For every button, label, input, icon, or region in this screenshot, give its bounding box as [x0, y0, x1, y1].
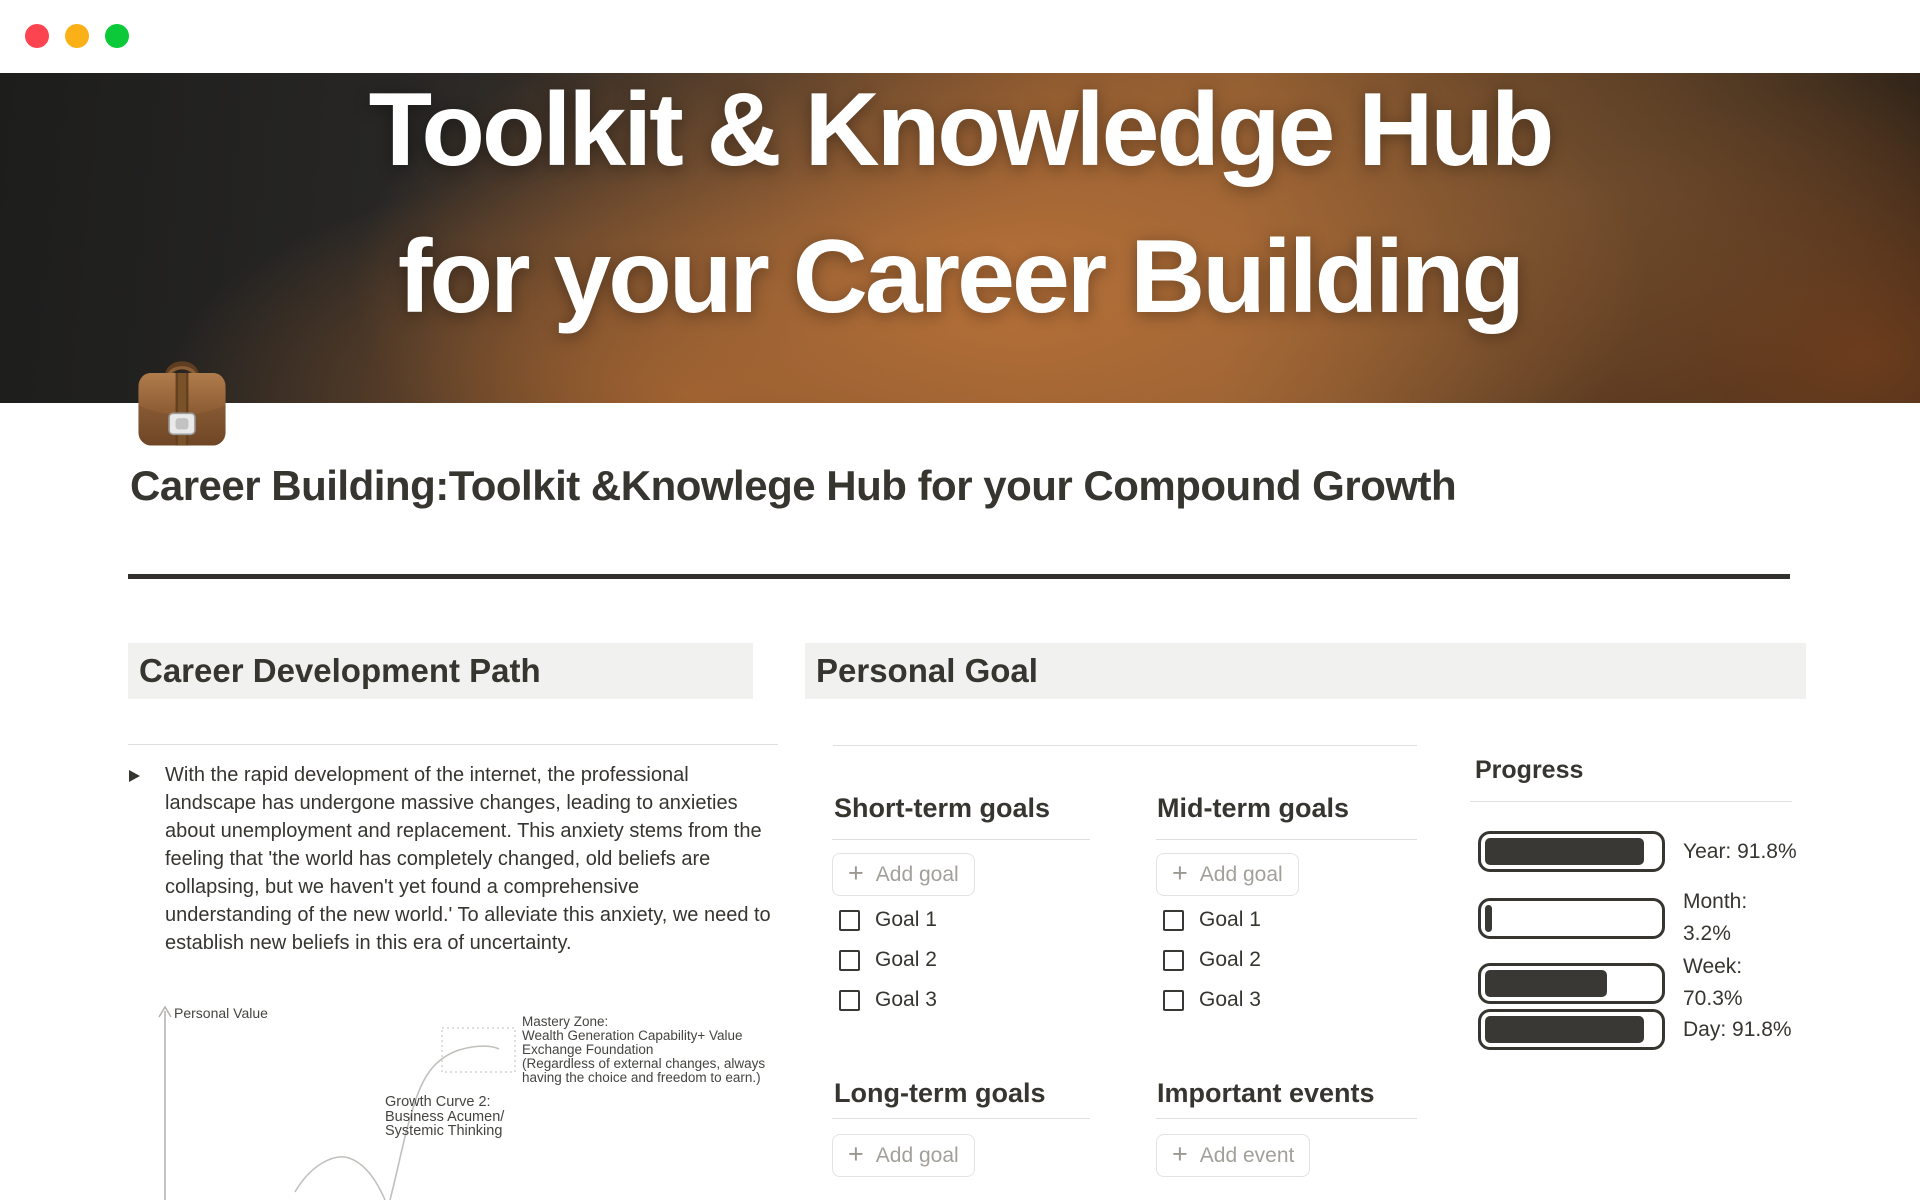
add-event-button[interactable]: + Add event — [1156, 1134, 1310, 1177]
progress-fill — [1485, 1016, 1644, 1043]
checkbox-icon[interactable] — [1163, 910, 1184, 931]
toggle-arrow-icon[interactable] — [129, 770, 140, 782]
career-path-header — [128, 643, 753, 699]
progress-row-month — [1478, 886, 1747, 950]
plus-icon: + — [848, 1138, 864, 1169]
progress-fill — [1485, 970, 1607, 997]
svg-text:(Regardless of external change: (Regardless of external changes, always — [522, 1056, 766, 1071]
todo-row: Goal 2 — [1163, 948, 1261, 972]
plus-icon: + — [1172, 857, 1188, 888]
page-title: Career Building:Toolkit &Knowlege Hub for your Compound Growth — [130, 462, 1457, 509]
plus-icon: + — [848, 857, 864, 888]
mid-term-heading: Mid-term goals — [1157, 793, 1350, 823]
goals-top-divider — [833, 745, 1417, 746]
long-term-heading: Long-term goals — [834, 1078, 1046, 1108]
svg-text:Mastery Zone:: Mastery Zone: — [522, 1014, 609, 1029]
window-titlebar — [0, 0, 1920, 73]
svg-text:Systemic Thinking: Systemic Thinking — [385, 1123, 503, 1139]
personal-goal-heading: Personal Goal — [816, 652, 1038, 689]
add-goal-button-mid[interactable]: + Add goal — [1156, 853, 1299, 896]
growth-curve-annotation — [385, 1094, 505, 1139]
progress-bar-week — [1478, 963, 1665, 1004]
personal-goal-header — [805, 643, 1806, 699]
progress-fill — [1485, 838, 1644, 865]
svg-text:Business Acumen/: Business Acumen/ — [385, 1109, 505, 1125]
mid-term-divider — [1156, 839, 1417, 840]
add-goal-button-long[interactable]: + Add goal — [832, 1134, 975, 1177]
career-path-paragraph: With the rapid development of the internet, the professional landscape has undergone massive changes, leading to anxieties about unemployment and replacement. This anxiety stems from the feeling that 'the world has completely changed, old beliefs are collapsing, but we haven't yet found a comprehensive understanding of the new world.' To alleviate this anxiety, we need to establish new beliefs in this era of uncertainty. — [165, 764, 771, 954]
svg-text:Wealth Generation Capability+: Wealth Generation Capability+ Value — [522, 1028, 743, 1043]
close-button[interactable] — [25, 24, 49, 48]
checkbox-icon[interactable] — [1163, 950, 1184, 971]
plus-icon: + — [1172, 1138, 1188, 1169]
important-events-heading: Important events — [1157, 1078, 1375, 1108]
career-path-divider — [128, 744, 778, 745]
long-term-divider — [832, 1118, 1090, 1119]
todo-row: Goal 3 — [839, 988, 937, 1012]
progress-label-week: Week: 70.3% — [1683, 955, 1743, 1010]
axis-label: Personal Value — [174, 1005, 268, 1021]
todo-row: Goal 3 — [1163, 988, 1261, 1012]
important-events-divider — [1156, 1118, 1417, 1119]
progress-heading: Progress — [1475, 756, 1584, 784]
mastery-zone-box — [442, 1028, 515, 1072]
checkbox-icon[interactable] — [1163, 990, 1184, 1011]
growth-curve-1 — [295, 1157, 385, 1200]
minimize-button[interactable] — [65, 24, 89, 48]
svg-text:having the choice and freedom: having the choice and freedom to earn.) — [522, 1070, 761, 1085]
short-term-heading: Short-term goals — [834, 793, 1051, 823]
progress-bar-day — [1478, 1009, 1665, 1050]
checkbox-icon[interactable] — [839, 990, 860, 1011]
cover-title — [0, 73, 1920, 351]
progress-bar-month — [1478, 898, 1665, 939]
todo-row: Goal 2 — [839, 948, 937, 972]
zoom-button[interactable] — [105, 24, 129, 48]
progress-fill — [1485, 905, 1492, 932]
cover-title-line1: Toolkit & Knowledge Hub — [368, 73, 1552, 188]
todo-row: Goal 1 — [1163, 908, 1261, 932]
progress-row-day — [1478, 1009, 1792, 1050]
cover-title-line2: for your Career Building — [397, 219, 1523, 335]
briefcase-icon[interactable] — [130, 352, 234, 450]
checkbox-icon[interactable] — [839, 950, 860, 971]
progress-divider — [1470, 801, 1792, 802]
title-divider — [128, 574, 1790, 579]
progress-label-month: Month: 3.2% — [1683, 890, 1748, 945]
svg-text:Growth Curve 2:: Growth Curve 2: — [385, 1094, 491, 1110]
svg-text:Exchange Foundation: Exchange Foundation — [522, 1042, 654, 1057]
short-term-divider — [832, 839, 1090, 840]
progress-label-year: Year: 91.8% — [1683, 839, 1797, 863]
progress-label-day: Day: 91.8% — [1683, 1017, 1792, 1041]
cover-image — [0, 73, 1920, 403]
career-path-heading: Career Development Path — [139, 652, 541, 689]
todo-row: Goal 1 — [839, 908, 937, 932]
add-goal-button-short[interactable]: + Add goal — [832, 853, 975, 896]
progress-row-year — [1478, 831, 1797, 872]
progress-row-week — [1478, 951, 1743, 1015]
mastery-zone-annotation — [522, 1014, 765, 1085]
growth-curve-diagram — [128, 1003, 788, 1200]
progress-bar-year — [1478, 831, 1665, 872]
checkbox-icon[interactable] — [839, 910, 860, 931]
